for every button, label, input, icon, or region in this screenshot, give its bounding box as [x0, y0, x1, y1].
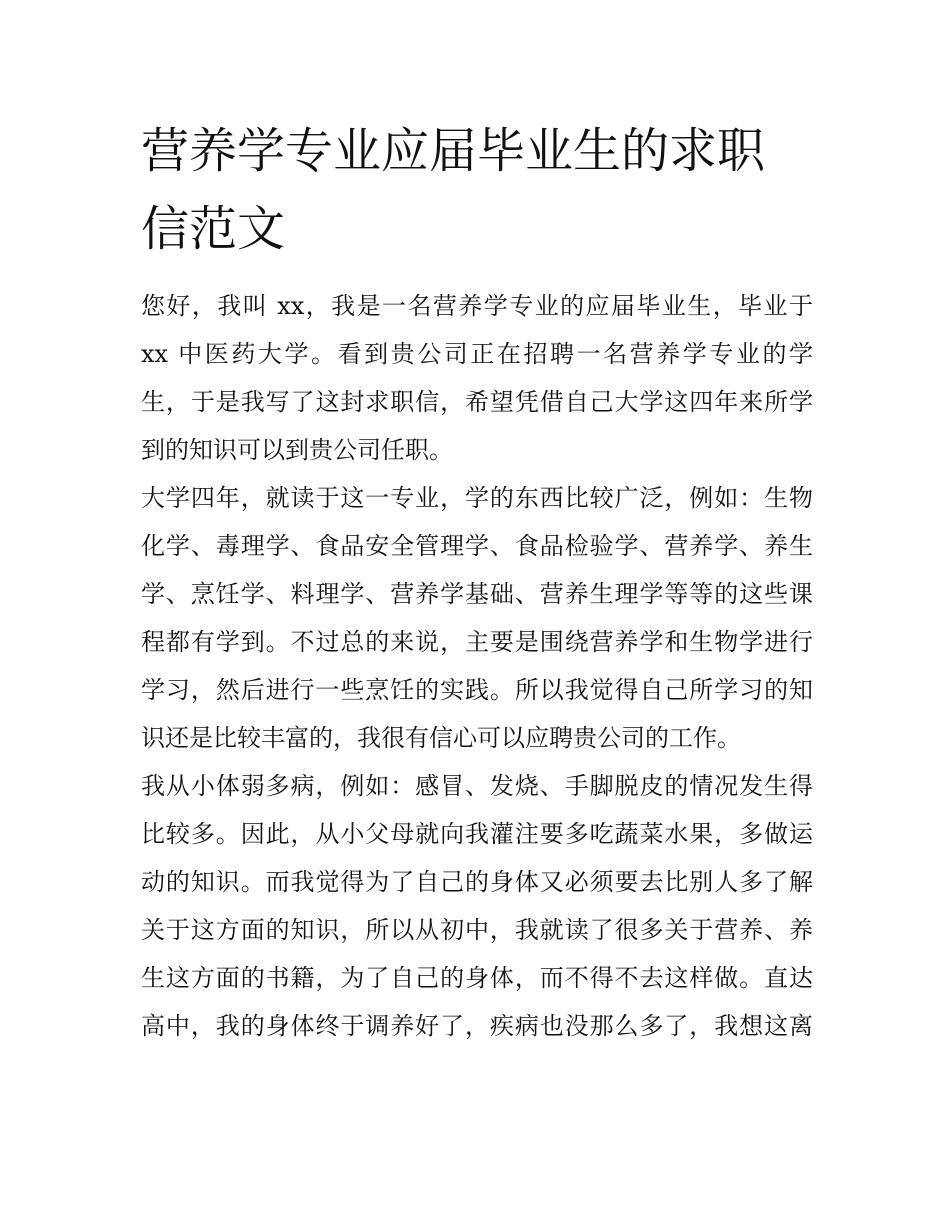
text-line: 化学、毒理学、食品安全管理学、食品检验学、营养学、养生 — [141, 532, 813, 560]
text-line: 生，于是我写了这封求职信，希望凭借自己大学这四年来所学 — [141, 388, 813, 416]
letter-body — [141, 282, 813, 1050]
text-line: 高中，我的身体终于调养好了，疾病也没那么多了，我想这离 — [141, 1012, 813, 1040]
text-line: 动的知识。而我觉得为了自己的身体又必须要去比别人多了解 — [141, 868, 813, 896]
text-line: 大学四年，就读于这一专业，学的东西比较广泛，例如：生物 — [141, 484, 813, 512]
text-line: 到的知识可以到贵公司任职。 — [141, 436, 453, 464]
text-line: 我从小体弱多病，例如：感冒、发烧、手脚脱皮的情况发生得 — [141, 772, 813, 800]
paragraph-introduction — [141, 282, 813, 474]
paragraph-background — [141, 762, 813, 1050]
text-line: 生这方面的书籍，为了自己的身体，而不得不去这样做。直达 — [141, 964, 813, 992]
document-content — [141, 112, 813, 1050]
text-line: 学、烹饪学、料理学、营养学基础、营养生理学等等的这些课 — [141, 580, 813, 608]
text-line: 您好，我叫 xx，我是一名营养学专业的应届毕业生，毕业于 — [141, 292, 813, 320]
text-line: 关于这方面的知识，所以从初中，我就读了很多关于营养、养 — [141, 916, 813, 944]
text-line: xx 中医药大学。看到贵公司正在招聘一名营养学专业的学 — [141, 340, 813, 368]
text-line: 程都有学到。不过总的来说，主要是围绕营养学和生物学进行 — [141, 628, 813, 656]
title-line: 营养学专业应届毕业生的求职 — [141, 123, 766, 179]
text-line: 学习，然后进行一些烹饪的实践。所以我觉得自己所学习的知 — [141, 676, 813, 704]
text-line: 识还是比较丰富的，我很有信心可以应聘贵公司的工作。 — [141, 724, 741, 752]
title-line: 信范文 — [141, 201, 286, 257]
paragraph-education — [141, 474, 813, 762]
text-line: 比较多。因此，从小父母就向我灌注要多吃蔬菜水果，多做运 — [141, 820, 813, 848]
document-title — [141, 112, 813, 268]
